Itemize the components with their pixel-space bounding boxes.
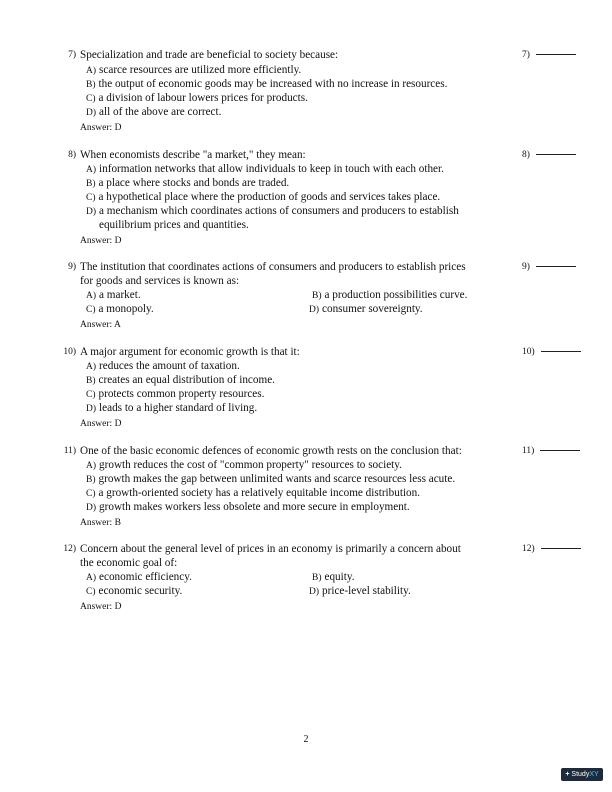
answer-key: Answer: D xyxy=(80,123,122,133)
badge-suffix: XY xyxy=(589,771,599,778)
question-stem: Specialization and trade are beneficial to society because: xyxy=(80,49,339,61)
answer-key: Answer: B xyxy=(80,518,121,528)
option-b: B) the output of economic goods may be increased with no increase in resources. xyxy=(86,78,448,90)
option-b: B) a place where stocks and bonds are traded. xyxy=(86,177,290,189)
option-a: A) information networks that allow individuals to keep in touch with each other. xyxy=(86,163,444,175)
question-stem: The institution that coordinates actions of consumers and producers to establish prices for goods and services is known as: xyxy=(80,261,466,287)
blank-line xyxy=(536,54,576,55)
answer-blank: 10) xyxy=(522,345,581,359)
answer-blank: 8) xyxy=(522,148,576,162)
blank-line xyxy=(541,548,581,549)
option-c: C) economic security. xyxy=(86,585,183,597)
answer-key: Answer: D xyxy=(80,236,122,246)
answer-key: Answer: A xyxy=(80,320,121,330)
option-d: D) a mechanism which coordinates actions of consumers and producers to establish xyxy=(86,205,459,217)
option-d: D) price-level stability. xyxy=(309,585,411,597)
question-stem: One of the basic economic defences of economic growth rests on the conclusion that: xyxy=(80,445,462,457)
option-a: A) growth reduces the cost of "common property" resources to society. xyxy=(86,459,402,471)
question-number: 10) xyxy=(63,347,76,357)
question-number: 7) xyxy=(68,50,76,60)
option-a: A) a market. xyxy=(86,289,141,301)
page-number: 2 xyxy=(303,734,309,745)
question-stem: A major argument for economic growth is that it: xyxy=(80,346,300,358)
blank-line xyxy=(540,450,580,451)
option-c: C) a growth-oriented society has a relatively equitable income distribution. xyxy=(86,487,421,499)
option-d: D) all of the above are correct. xyxy=(86,106,222,118)
option-b: B) growth makes the gap between unlimited wants and scarce resources less acute. xyxy=(86,473,456,485)
question-number: 9) xyxy=(68,262,76,272)
option-a: A) reduces the amount of taxation. xyxy=(86,360,240,372)
question-number: 8) xyxy=(68,150,76,160)
plus-icon: + xyxy=(565,771,570,778)
studyxy-badge[interactable] xyxy=(561,768,603,781)
blank-line xyxy=(541,351,581,352)
answer-key: Answer: D xyxy=(80,419,122,429)
option-d: D) consumer sovereignty. xyxy=(309,303,423,315)
answer-blank: 7) xyxy=(522,48,576,62)
option-d: D) leads to a higher standard of living. xyxy=(86,402,258,414)
option-b: B) equity. xyxy=(312,571,355,583)
option-d: D) growth makes workers less obsolete and more secure in employment. xyxy=(86,501,410,513)
option-b: B) creates an equal distribution of income. xyxy=(86,374,275,386)
option-d-continued: equilibrium prices and quantities. xyxy=(99,219,249,231)
option-b: B) a production possibilities curve. xyxy=(312,289,468,301)
question-number: 11) xyxy=(63,446,76,456)
option-a: A) scarce resources are utilized more efficiently. xyxy=(86,64,302,76)
option-a: A) economic efficiency. xyxy=(86,571,192,583)
blank-line xyxy=(536,266,576,267)
answer-key: Answer: D xyxy=(80,602,122,612)
badge-prefix: Study xyxy=(571,771,590,778)
answer-blank: 11) xyxy=(522,444,580,458)
blank-line xyxy=(536,154,576,155)
option-c: C) a monopoly. xyxy=(86,303,154,315)
question-stem: Concern about the general level of prices in an economy is primarily a concern about the economic goal of: xyxy=(80,543,461,569)
option-c: C) a hypothetical place where the production of goods and services takes place. xyxy=(86,191,441,203)
question-stem: When economists describe "a market," they mean: xyxy=(80,149,306,161)
option-c: C) protects common property resources. xyxy=(86,388,265,400)
answer-blank: 9) xyxy=(522,260,576,274)
question-number: 12) xyxy=(63,544,76,554)
option-c: C) a division of labour lowers prices for products. xyxy=(86,92,308,104)
answer-blank: 12) xyxy=(522,542,581,556)
